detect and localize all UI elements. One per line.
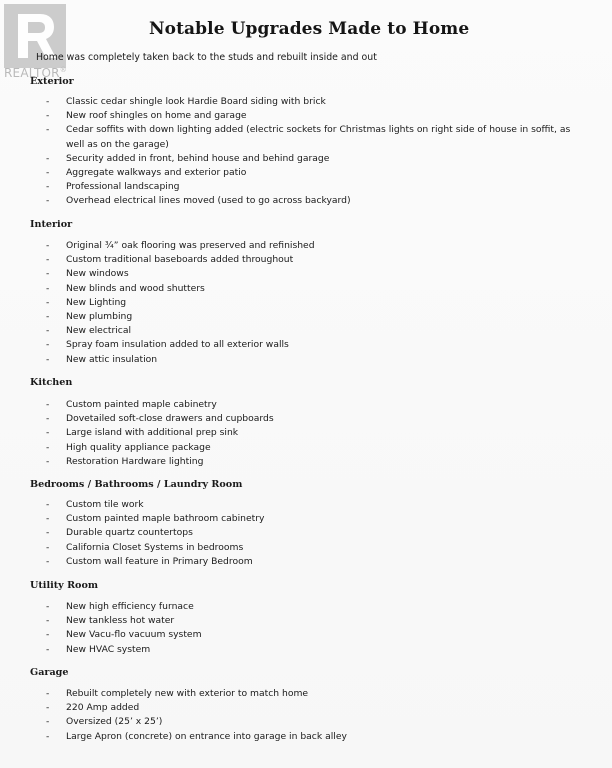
list-item: - Durable quartz countertops xyxy=(46,526,586,540)
list-item: - California Closet Systems in bedrooms xyxy=(46,541,586,555)
list-item: - Restoration Hardware lighting xyxy=(46,455,586,469)
section-heading-bedrooms-bathrooms-laundry: Bedrooms / Bathrooms / Laundry Room xyxy=(30,479,243,490)
list-item: - Oversized (25’ x 25’) xyxy=(46,715,586,729)
list-item: - New Lighting xyxy=(46,296,586,310)
list-item: - New attic insulation xyxy=(46,353,586,367)
section-heading-garage: Garage xyxy=(30,667,69,678)
section-list-utility-room xyxy=(46,600,586,657)
section-heading-exterior: Exterior xyxy=(30,76,74,87)
list-item: - New plumbing xyxy=(46,310,586,324)
section-heading-utility-room: Utility Room xyxy=(30,580,98,591)
list-item: - New electrical xyxy=(46,324,586,338)
list-item: - Overhead electrical lines moved (used to go across backyard) xyxy=(46,194,586,208)
section-list-interior xyxy=(46,239,586,367)
section-list-garage xyxy=(46,687,586,744)
list-item: - Custom tile work xyxy=(46,498,586,512)
list-item: - Custom traditional baseboards added throughout xyxy=(46,253,586,267)
list-item: - Professional landscaping xyxy=(46,180,586,194)
list-item: - Large Apron (concrete) on entrance into garage in back alley xyxy=(46,730,586,744)
section-list-kitchen xyxy=(46,398,586,469)
list-item: - New tankless hot water xyxy=(46,614,586,628)
section-list-exterior xyxy=(46,95,586,209)
list-item: - Large island with additional prep sink xyxy=(46,426,586,440)
list-item: - Original ¾” oak flooring was preserved and refinished xyxy=(46,239,586,253)
list-item: - Rebuilt completely new with exterior to match home xyxy=(46,687,586,701)
section-heading-kitchen: Kitchen xyxy=(30,377,73,388)
section-heading-interior: Interior xyxy=(30,219,73,230)
list-item: - Cedar soffits with down lighting added (electric sockets for Christmas lights on right side of house in soffit, as well as on the garage) xyxy=(46,123,586,151)
intro-text: Home was completely taken back to the studs and rebuilt inside and out xyxy=(36,52,377,63)
list-item: - New windows xyxy=(46,267,586,281)
list-item: - Dovetailed soft-close drawers and cupboards xyxy=(46,412,586,426)
list-item: - New roof shingles on home and garage xyxy=(46,109,586,123)
section-list-bedrooms-bathrooms-laundry xyxy=(46,498,586,569)
list-item: - 220 Amp added xyxy=(46,701,586,715)
list-item: - Security added in front, behind house and behind garage xyxy=(46,152,586,166)
list-item: - Custom wall feature in Primary Bedroom xyxy=(46,555,586,569)
logo-word: REALTOR xyxy=(4,66,60,80)
list-item: - New Vacu-flo vacuum system xyxy=(46,628,586,642)
list-item: - Spray foam insulation added to all exterior walls xyxy=(46,338,586,352)
list-item: - High quality appliance package xyxy=(46,441,586,455)
list-item: - Custom painted maple bathroom cabinetry xyxy=(46,512,586,526)
list-item: - Classic cedar shingle look Hardie Board siding with brick xyxy=(46,95,586,109)
list-item: - New blinds and wood shutters xyxy=(46,282,586,296)
logo-mark: ® xyxy=(59,66,67,74)
page-title-text: Notable Upgrades Made to Home xyxy=(149,19,470,39)
list-item: - New high efficiency furnace xyxy=(46,600,586,614)
list-item: - Custom painted maple cabinetry xyxy=(46,398,586,412)
list-item: - New HVAC system xyxy=(46,643,586,657)
list-item: - Aggregate walkways and exterior patio xyxy=(46,166,586,180)
